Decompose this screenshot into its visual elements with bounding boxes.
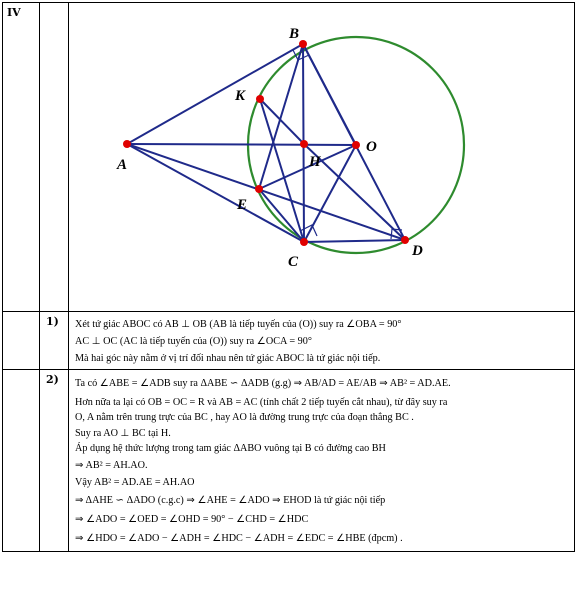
figure-row xyxy=(3,3,575,312)
geometry-figure xyxy=(69,3,578,311)
sub-number-cell xyxy=(40,370,69,552)
sub-number-2: 2) xyxy=(46,373,59,386)
part-1-row xyxy=(3,312,575,370)
point-d xyxy=(401,236,409,244)
label-c: C xyxy=(288,254,299,270)
figure-cell xyxy=(69,3,575,312)
part-2-line-3: O, A nằm trên trung trực của BC , hay AO là đường trung trực của đoạn thẳng BC . xyxy=(75,412,414,424)
part-2-text-cell xyxy=(69,370,575,552)
point-o xyxy=(352,141,360,149)
point-h xyxy=(300,140,308,148)
part-2-line-2: Hơn nữa ta lại có OB = OC = R và AB = AC (tính chất 2 tiếp tuyến cắt nhau), từ đây suy ra xyxy=(75,397,448,408)
label-h: H xyxy=(309,154,321,170)
part-2-line-7: Vậy AB² = AD.AE = AH.AO xyxy=(75,476,195,488)
label-a: A xyxy=(117,157,128,173)
part-2-line-4: Suy ra AO ⊥ BC tại H. xyxy=(75,427,171,439)
segment-eo xyxy=(259,145,356,189)
segment-cd xyxy=(304,240,405,242)
part-2-row xyxy=(3,370,575,552)
label-d: D xyxy=(412,243,423,259)
point-a xyxy=(123,140,131,148)
part-2-line-8: ⇒ ΔAHE ∽ ΔADO (c.g.c) ⇒ ∠AHE = ∠ADO ⇒ EHOD là tứ giác nội tiếp xyxy=(75,494,386,506)
part-1-text-cell xyxy=(69,312,575,370)
part-2-line-5: Áp dụng hệ thức lượng trong tam giác ΔABO vuông tại B có đường cao BH xyxy=(75,443,386,455)
point-b xyxy=(299,40,307,48)
part-1-line-2: AC ⊥ OC (AC là tiếp tuyến của (O)) suy ra ∠OCA = 90° xyxy=(75,336,312,347)
label-b: B xyxy=(289,26,300,42)
part-1-line-3: Mà hai góc này nằm ở vị trí đối nhau nên tứ giác ABOC là tứ giác nội tiếp. xyxy=(75,353,381,364)
blank-cell xyxy=(3,370,40,552)
label-e: E xyxy=(237,197,248,213)
part-number-cell xyxy=(3,3,40,312)
part-2-line-1: Ta có ∠ABE = ∠ADB suy ra ΔABE ∽ ΔADB (g.g) ⇒ AB/AD = AE/AB ⇒ AB² = AD.AE. xyxy=(75,378,451,389)
label-k: K xyxy=(235,88,246,104)
solution-table xyxy=(2,2,575,552)
part-number: IV xyxy=(7,6,21,19)
point-k xyxy=(256,95,264,103)
part-2-line-9: ⇒ ∠ADO = ∠OED = ∠OHD = 90° − ∠CHD = ∠HDC xyxy=(75,513,309,525)
point-e xyxy=(255,185,263,193)
part-1-line-1: Xét tứ giác ABOC có AB ⊥ OB (AB là tiếp tuyến của (O)) suy ra ∠OBA = 90° xyxy=(75,319,402,330)
blank-cell xyxy=(40,3,69,312)
blank-cell xyxy=(3,312,40,370)
part-2-line-6: ⇒ AB² = AH.AO. xyxy=(75,459,148,471)
part-2-line-10: ⇒ ∠HDO = ∠ADO − ∠ADH = ∠HDC − ∠ADH = ∠EDC = ∠HBE (đpcm) . xyxy=(75,532,403,544)
point-c xyxy=(300,238,308,246)
label-o: O xyxy=(366,139,377,155)
segment-ao xyxy=(127,144,356,145)
sub-number-cell xyxy=(40,312,69,370)
sub-number-1: 1) xyxy=(46,315,59,328)
